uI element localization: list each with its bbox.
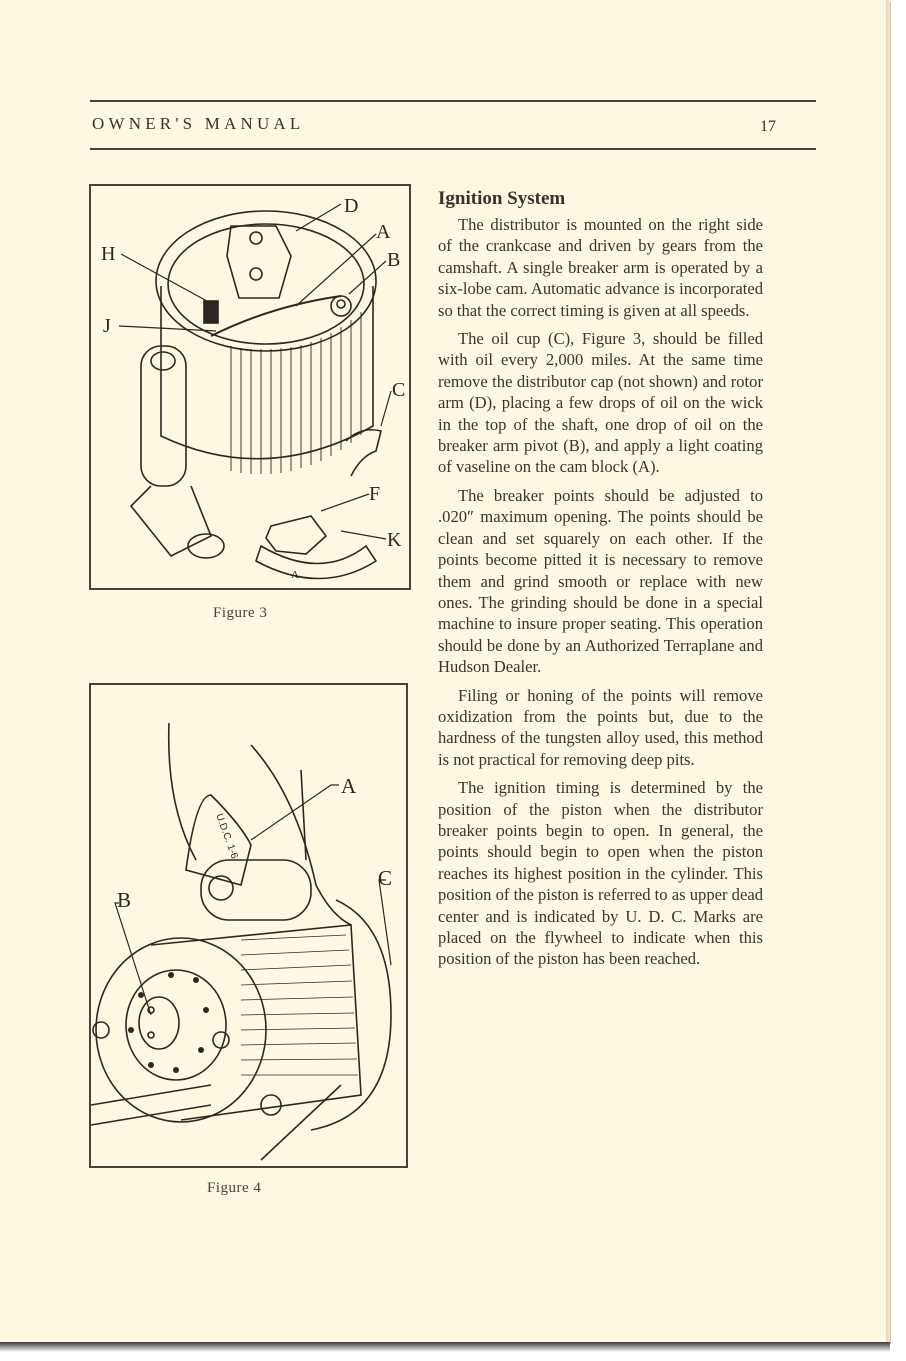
callout-K: K	[387, 529, 402, 551]
distributor-drawing	[91, 186, 409, 588]
header-rule-top	[90, 100, 816, 102]
callout-A: A	[376, 221, 391, 243]
ignition-system-section	[438, 186, 763, 977]
header-rule-bottom	[90, 148, 816, 150]
callout-D: D	[344, 195, 359, 217]
svg-text:A: A	[291, 569, 299, 581]
callout-A: A	[341, 774, 357, 798]
paragraph-breaker-points: The breaker points should be adjusted to .020″ maximum opening. The points should be clean and set squarely on each other. If the points become pitted it is necessary to remove them and grind smooth or replace with new ones. The grinding should be done in a special machine to insure proper seating. This operation should be done by an Authorized Terraplane and Hudson Dealer.	[438, 485, 763, 677]
figure-3-caption: Figure 3	[213, 605, 268, 621]
paragraph-filing-honing: Filing or honing of the points will remove oxidization from the points but, due to the hardness of the tungsten alloy used, this method is not practical for removing deep pits.	[438, 685, 763, 769]
callout-C: C	[378, 866, 393, 890]
figure-3-distributor-illustration	[89, 184, 411, 590]
paragraph-ignition-timing: The ignition timing is determined by the position of the piston when the distributor breaker points begin to open. In general, the points should begin to open when the piston reaches its highest position in the cylinder. This position of the piston is referred to as upper dead center and is indicated by U. D. C. Marks are placed on the flywheel to indicate when this position of the piston has been reached.	[438, 778, 763, 969]
callout-C: C	[392, 379, 406, 401]
page-bottom-shadow	[0, 1342, 890, 1352]
starter-drawing	[91, 685, 406, 1166]
callout-J: J	[103, 315, 111, 337]
udc-engraving: U.D.C. 1-6	[213, 812, 240, 861]
callout-H: H	[101, 243, 116, 265]
paragraph-oil-cup: The oil cup (C), Figure 3, should be filled with oil every 2,000 miles. At the same time remove the distributor cap (not shown) and rotor arm (D), placing a few drops of oil on the wick in the top of the shaft, one drop of oil on the breaker arm pivot (B), and apply a light coating of vaseline on the cam block (A).	[438, 329, 763, 477]
callout-F: F	[369, 483, 381, 505]
callout-B: B	[117, 888, 132, 912]
running-head: OWNER'S MANUAL	[92, 114, 305, 133]
figure-4-caption: Figure 4	[207, 1180, 262, 1196]
paragraph-distributor-mounting: The distributor is mounted on the right side of the crankcase and driven by gears from the camshaft. A single breaker arm is operated by a six-lobe cam. Automatic advance is incorporated so that the correct timing is given at all speeds.	[438, 215, 763, 320]
page-number: 17	[760, 118, 776, 135]
page-stack-edge	[886, 0, 890, 1342]
figure-4-flywheel-illustration	[89, 683, 408, 1168]
callout-B: B	[387, 249, 401, 271]
section-title: Ignition System	[438, 188, 566, 209]
